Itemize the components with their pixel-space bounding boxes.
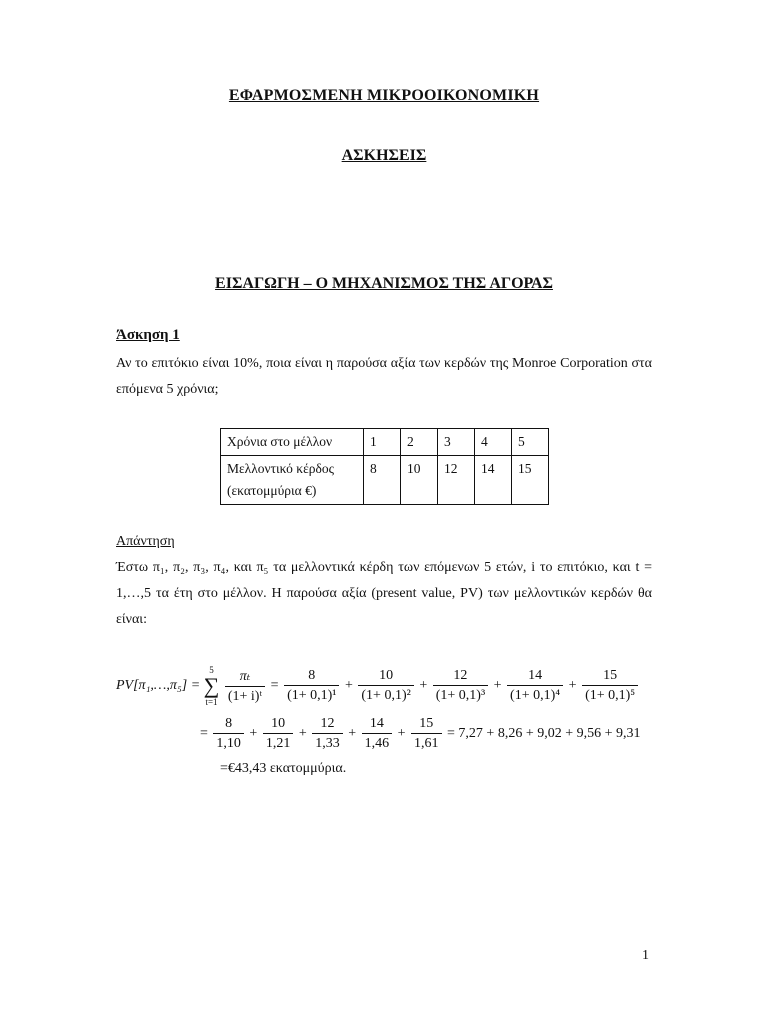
fraction-numerator: 8 (225, 716, 233, 731)
equation-lhs: PV[π₁,…,π₅] = (116, 678, 201, 694)
fraction-numerator: 10 (379, 668, 394, 683)
table-row-label: Χρόνια στο μέλλον (221, 429, 364, 456)
fraction-numerator: 15 (603, 668, 618, 683)
term-fraction (362, 716, 393, 752)
table-cell: 2 (401, 429, 438, 456)
fraction-denominator: 1,46 (362, 733, 393, 752)
table-cell: 12 (438, 456, 475, 505)
fraction-numerator: 12 (320, 716, 335, 731)
sum-lower-limit: t=1 (205, 697, 218, 707)
fraction-denominator: (1+ 0,1)³ (433, 685, 488, 704)
term-fraction (213, 716, 244, 752)
table-cell: 5 (512, 429, 549, 456)
term-fraction (507, 668, 563, 704)
profits-table (220, 428, 549, 505)
fraction-denominator: 1,10 (213, 733, 244, 752)
table-row (221, 429, 549, 456)
fraction-numerator: 12 (453, 668, 468, 683)
fraction-numerator: 8 (308, 668, 316, 683)
fraction-numerator: 15 (419, 716, 434, 731)
equation-line-2: = $\frac{8}{1,10}$ + $\frac{10}{1,21}$ + $\frac{12}{1,33}$ + $\frac{14}{1,46}$ + $\frac{15}{1,61}$ = 7,27 + 8,26 + 9,02 + 9,56 + 9,31 (200, 716, 641, 751)
table-cell: 15 (512, 456, 549, 505)
fraction-denominator: 1,33 (312, 733, 343, 752)
section-heading: ΕΙΣΑΓΩΓΗ – Ο ΜΗΧΑΝΙΣΜΟΣ ΤΗΣ ΑΓΟΡΑΣ (215, 275, 553, 292)
equation-line-1: PV[π₁,…,π₅] = 5 ∑ t=1 $\frac{\text{πₜ}}{\text{(1+ i)ᵗ}}$ = $\frac{8}{\text{(1+ 0,1)¹}}$ + $\frac{10}{\text{(1+ 0,1)²}}$ + $\frac{12}{\text{(1+ 0,1)³}}$ + $\frac{14}{\text{(1+ 0,1)⁴}}$ + $\frac{15}{\text{(1+ 0,1)⁵}}$ (116, 665, 640, 707)
answer-text: Έστω π₁, π₂, π₃, π₄, και π₅ τα μελλοντικά κέρδη των επόμενων 5 ετών, i το επιτόκιο, και t = 1,…,5 τα έτη στο μέλλον. Η παρούσα αξία (present value, PV) των μελλοντικών κερδών θα είναι: (116, 560, 652, 627)
table-cell: 14 (475, 456, 512, 505)
table-cell: 10 (401, 456, 438, 505)
fraction-denominator: (1+ i)ᵗ (225, 686, 265, 705)
general-term-fraction (225, 668, 265, 705)
answer-title: Απάντηση (116, 534, 175, 549)
fraction-numerator: πₜ (239, 668, 251, 684)
table-cell: 3 (438, 429, 475, 456)
fraction-numerator: 14 (369, 716, 384, 731)
document-subtitle: ΑΣΚΗΣΕΙΣ (341, 147, 427, 164)
term-fraction (582, 668, 638, 704)
term-fraction (284, 668, 339, 704)
fraction-denominator: (1+ 0,1)¹ (284, 685, 339, 704)
table-cell: 4 (475, 429, 512, 456)
table-cell: 8 (364, 456, 401, 505)
exercise-question: Αν το επιτόκιο είναι 10%, ποια είναι η παρούσα αξία των κερδών της Monroe Corporation στα επόμενα 5 χρόνια; (116, 356, 652, 397)
fraction-denominator: 1,61 (411, 733, 442, 752)
table-cell: 1 (364, 429, 401, 456)
sum-upper-limit: 5 (209, 665, 214, 675)
fraction-denominator: 1,21 (263, 733, 294, 752)
term-fraction (312, 716, 343, 752)
table-row (221, 456, 549, 505)
fraction-numerator: 14 (528, 668, 543, 683)
equation-sum-values: = 7,27 + 8,26 + 9,02 + 9,56 + 9,31 (447, 726, 641, 742)
result-text: =€43,43 εκατομμύρια. (220, 761, 347, 776)
term-fraction (358, 668, 413, 704)
term-fraction (411, 716, 442, 752)
term-fraction (433, 668, 488, 704)
document-title: ΕΦΑΡΜΟΣΜΕΝΗ ΜΙΚΡΟΟΙΚΟΝΟΜΙΚΗ (228, 87, 540, 104)
page-number: 1 (642, 948, 649, 963)
term-fraction (263, 716, 294, 752)
summation-symbol: 5 ∑ t=1 (203, 665, 220, 707)
fraction-denominator: (1+ 0,1)² (358, 685, 413, 704)
fraction-numerator: 10 (271, 716, 286, 731)
fraction-denominator: (1+ 0,1)⁴ (507, 685, 563, 704)
table-row-label: Μελλοντικό κέρδος (εκατομμύρια €) (221, 456, 364, 505)
fraction-denominator: (1+ 0,1)⁵ (582, 685, 638, 704)
exercise-title: Άσκηση 1 (116, 327, 180, 343)
